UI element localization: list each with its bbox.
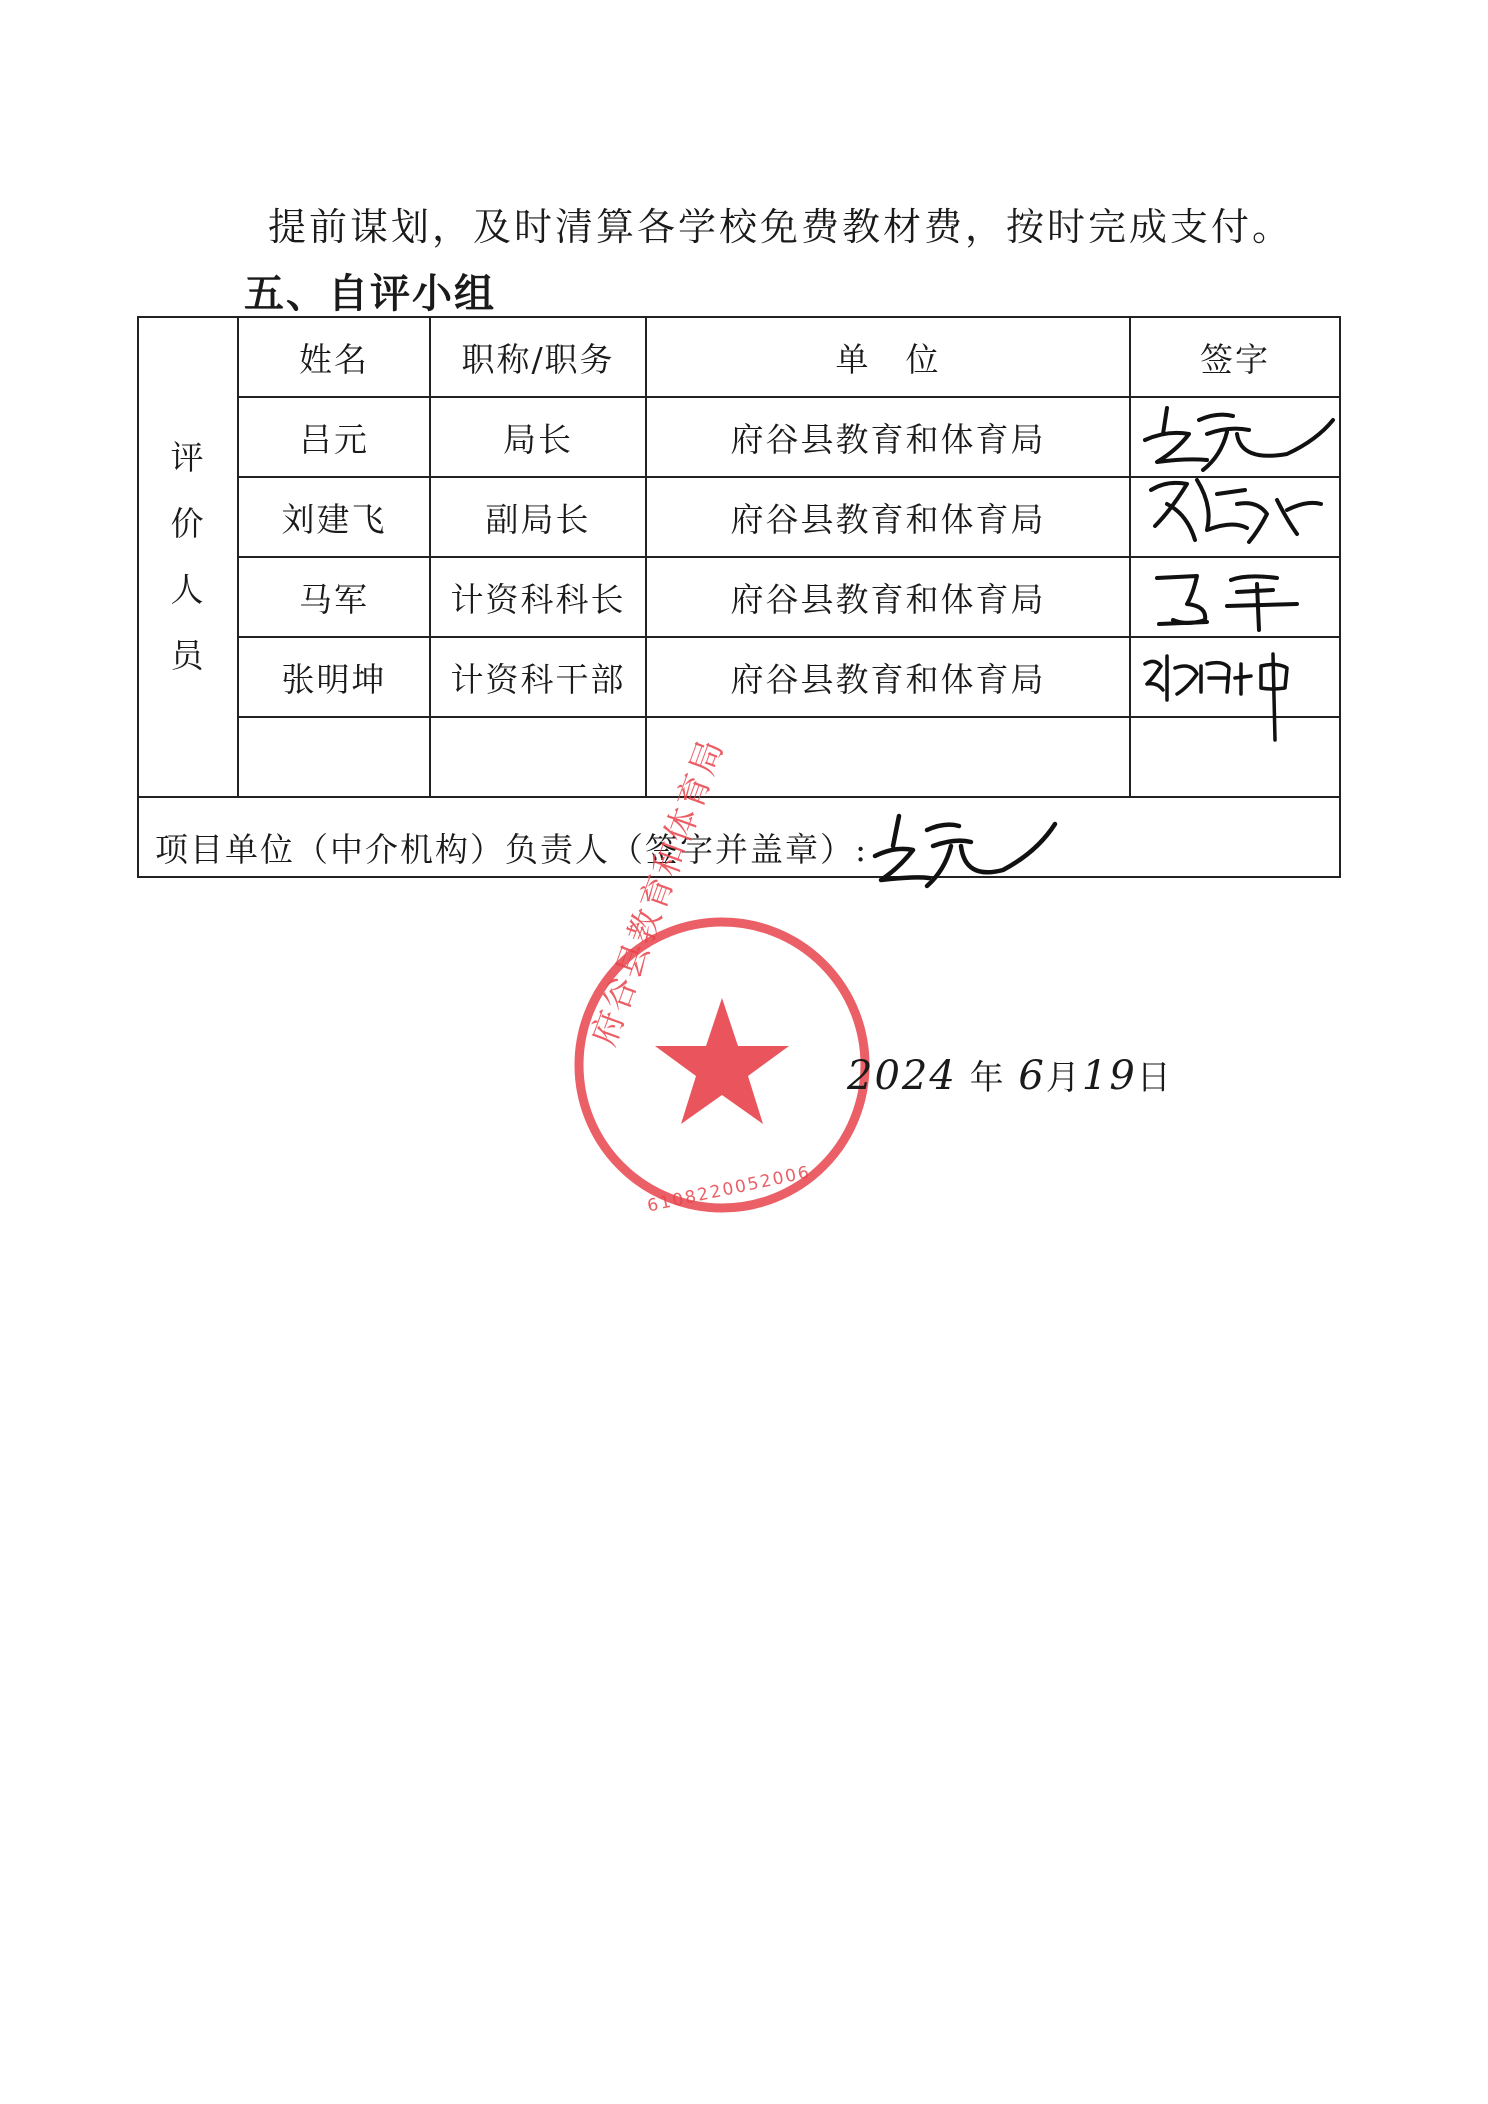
section-title: 五、自评小组: [244, 271, 496, 317]
cell-title: 计资科干部: [430, 637, 646, 717]
handwritten-signature-2: [1137, 470, 1337, 560]
side-label-char: 价: [170, 504, 206, 543]
handwritten-signature-leader: [869, 806, 1059, 906]
side-label-char: 人: [170, 570, 206, 609]
cell-name: 马军: [238, 557, 430, 637]
side-label-char: 员: [170, 636, 206, 675]
header-name: 姓名: [238, 317, 430, 397]
date-year-char: 年: [969, 1058, 1006, 1098]
date-day: 19: [1081, 1053, 1137, 1099]
handwritten-signature-4: [1137, 644, 1337, 744]
date-month-char: 月: [1045, 1058, 1082, 1098]
date-month: 6: [1018, 1053, 1046, 1099]
cell-title: 局长: [430, 397, 646, 477]
table-header-row: [138, 317, 1340, 397]
header-unit: 单 位: [646, 317, 1130, 397]
cell-title: 计资科科长: [430, 557, 646, 637]
cell-signature: [1130, 397, 1340, 477]
footer-row: [138, 797, 1340, 877]
signing-date: [847, 1050, 1173, 1099]
seal-text-char: 府谷县教育和体育局: [583, 732, 733, 1052]
date-year: 2024: [847, 1053, 957, 1099]
header-signature: 签字: [1130, 317, 1340, 397]
cell-signature: [1130, 637, 1340, 717]
cell-title: 副局长: [430, 477, 646, 557]
cell-name: 刘建飞: [238, 477, 430, 557]
body-paragraph-line: 提前谋划，及时清算各学校免费教材费，按时完成支付。: [268, 205, 1294, 249]
table-row: [138, 637, 1340, 717]
cell-unit: 府谷县教育和体育局: [646, 397, 1130, 477]
cell-title: [430, 717, 646, 797]
handwritten-signature-1: [1137, 400, 1337, 476]
header-title: 职称/职务: [430, 317, 646, 397]
table-row: [138, 397, 1340, 477]
table-row: [138, 557, 1340, 637]
cell-unit: 府谷县教育和体育局: [646, 557, 1130, 637]
table-row: [138, 477, 1340, 557]
cell-name: 吕元: [238, 397, 430, 477]
cell-unit: 府谷县教育和体育局: [646, 637, 1130, 717]
seal-code: 6108220052006: [645, 1162, 813, 1217]
cell-signature: [1130, 557, 1340, 637]
side-label-char: 评: [170, 438, 206, 477]
handwritten-signature-3: [1147, 564, 1317, 634]
cell-name: 张明坤: [238, 637, 430, 717]
cell-name: [238, 717, 430, 797]
footer-cell: [138, 732, 1340, 1217]
official-seal: [567, 732, 877, 1220]
side-label-cell: [138, 317, 238, 797]
footer-label: 项目单位（中介机构）负责人（签字并盖章）:: [155, 830, 869, 869]
cell-unit: 府谷县教育和体育局: [646, 477, 1130, 557]
seal-star-icon: [655, 998, 789, 1124]
date-day-char: 日: [1136, 1058, 1173, 1098]
evaluation-team-table: [137, 316, 1341, 1217]
cell-signature: [1130, 477, 1340, 557]
